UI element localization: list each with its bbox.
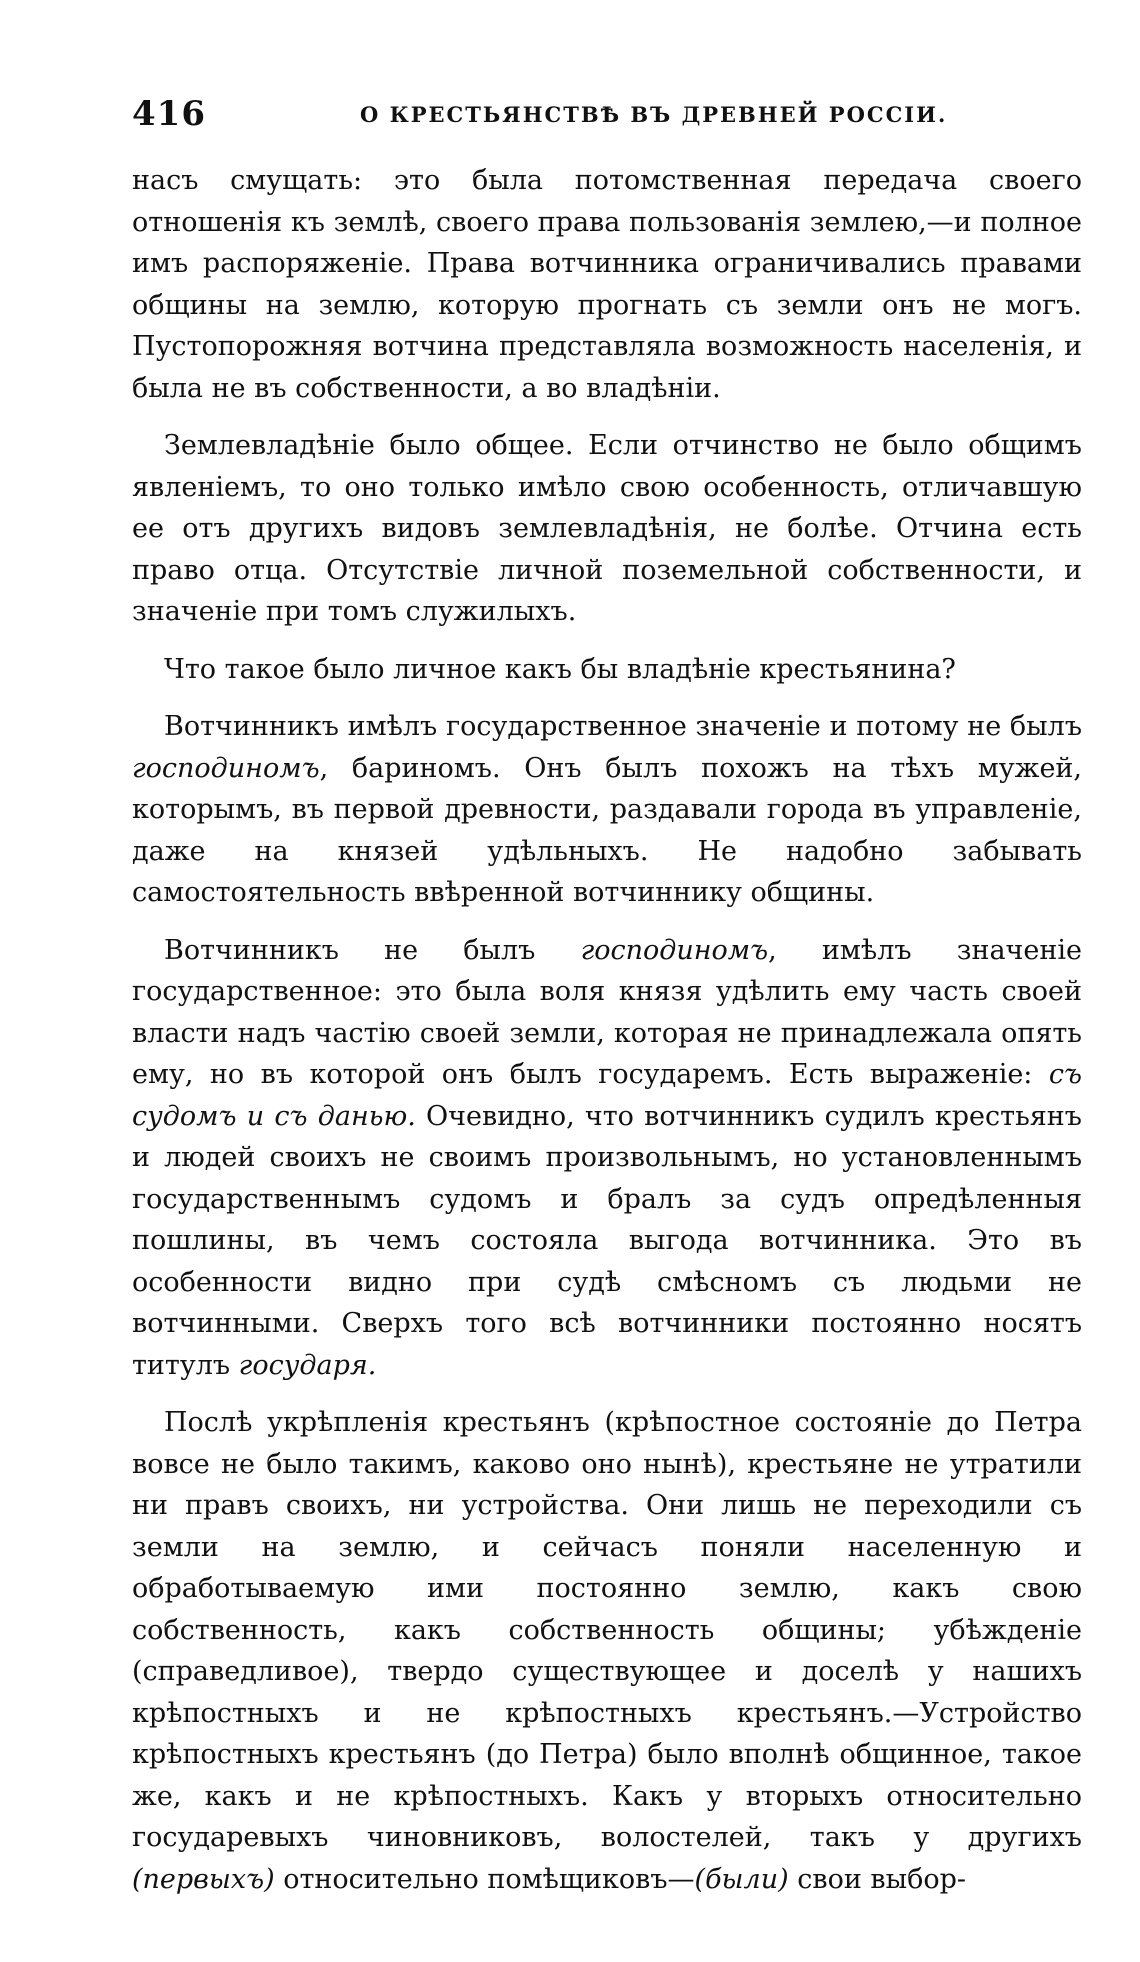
page-header: [132, 94, 1082, 134]
paragraph: [132, 649, 1082, 691]
text-run: свои выбор-: [788, 1863, 967, 1895]
text-run: Очевидно, что вотчинникъ судилъ крестьянъ и людей своихъ не своимъ произвольнымъ, но установленнымъ государственнымъ судомъ и бралъ за судъ опредѣленныя пошлины, въ чемъ состояла выгода вотчинника. Это въ особенности видно при судѣ смѣсномъ съ людьми не вотчинными. Сверхъ того всѣ вотчинники постоянно носятъ титулъ: [132, 1100, 1082, 1381]
text-run: насъ смущать: это была потомственная передача своего отношенія къ землѣ, своего права пользованія землею,—и полное имъ распоряженіе. Права вотчинника ограничивались правами общины на землю, которую прогнать съ земли онъ не могъ. Пустопорожняя вотчина представляла возможность населенія, и была не въ собственности, а во владѣніи.: [132, 165, 1082, 404]
text-run: Что такое было личное какъ бы владѣніе крестьянина?: [164, 653, 956, 685]
text-run: Вотчинникъ имѣлъ государственное значеніе и потому не былъ: [164, 711, 1082, 742]
body-text: [132, 160, 1082, 1916]
text-run: , бариномъ. Онъ былъ похожъ на тѣхъ мужей, которымъ, въ первой древности, раздавали города въ управленіе, даже на князей удѣльныхъ. Не надобно забывать самостоятельность ввѣренной вотчиннику общины.: [132, 752, 1082, 908]
italic-text-run: господиномъ: [132, 752, 320, 784]
running-title: О КРЕСТЬЯНСТВѢ ВЪ ДРЕВНЕЙ РОССІИ.: [360, 102, 948, 127]
italic-text-run: (первыхъ): [132, 1863, 275, 1895]
paragraph: [132, 1402, 1082, 1900]
text-run: , имѣлъ значеніе государственное: это была воля князя удѣлить ему часть своей власти надъ частію своей земли, которая не принадлежала опять ему, но въ которой онъ былъ государемъ. Есть выраженіе:: [132, 934, 1082, 1090]
paragraph: [132, 930, 1082, 1387]
page-number: 416: [132, 94, 206, 134]
text-run: относительно помѣщиковъ—: [274, 1863, 695, 1895]
paragraph: [132, 160, 1082, 409]
paragraph: [132, 425, 1082, 633]
paragraph: [132, 706, 1082, 914]
italic-text-run: съ судомъ и съ данью.: [132, 1059, 1082, 1132]
italic-text-run: господиномъ: [580, 934, 769, 966]
italic-text-run: (были): [694, 1863, 789, 1895]
text-run: Послѣ укрѣпленія крестьянъ (крѣпостное состояніе до Петра вовсе не было такимъ, каково оно нынѣ), крестьяне не утратили ни правъ своихъ, ни устройства. Они лишь не переходили съ земли на землю, и сейчасъ поняли населенную и обработываемую ими постоянно землю, какъ свою собственность, какъ собственность общины; убѣжденіе (справедливое), твердо существующее и доселѣ у нашихъ крѣпостныхъ и не крѣпостныхъ крестьянъ.—Устройство крѣпостныхъ крестьянъ (до Петра) было вполнѣ общинное, такое же, какъ и не крѣпостныхъ. Какъ у вторыхъ относительно государевыхъ чиновниковъ, волостелей, такъ у другихъ: [132, 1407, 1082, 1853]
text-run: Вотчинникъ не былъ: [164, 934, 581, 966]
text-run: Землевладѣніе было общее. Если отчинство не было общимъ явленіемъ, то оно только имѣло свою особенность, отличавшую ее отъ другихъ видовъ землевладѣнія, не болѣе. Отчина есть право отца. Отсутствіе личной поземельной собственности, и значеніе при томъ служилыхъ.: [132, 430, 1082, 627]
italic-text-run: государя.: [238, 1349, 377, 1381]
